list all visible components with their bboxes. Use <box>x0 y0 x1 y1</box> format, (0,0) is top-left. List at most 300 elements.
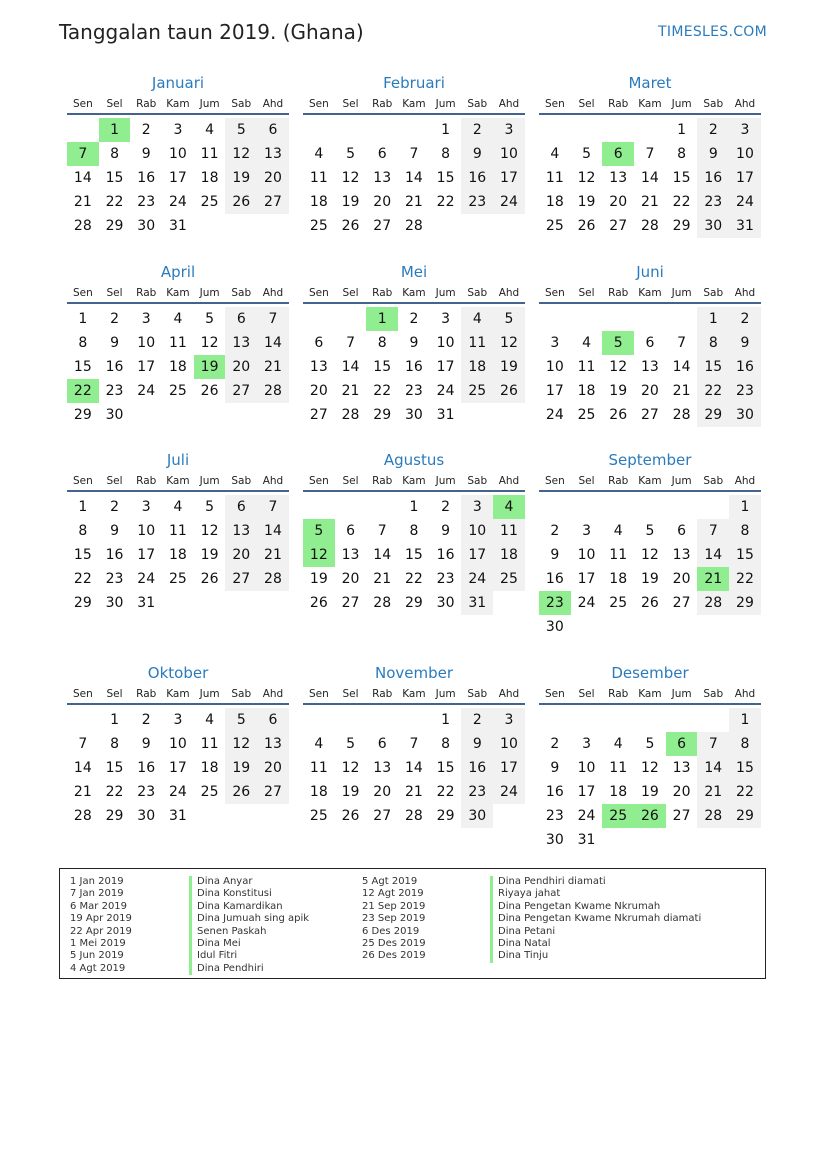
day-cell[interactable]: 18 <box>309 784 328 800</box>
day-cell[interactable]: 14 <box>672 359 691 375</box>
day-cell[interactable]: 15 <box>105 760 124 776</box>
holiday-day-cell[interactable]: 6 <box>666 732 698 756</box>
day-cell[interactable]: 23 <box>137 194 156 210</box>
day-cell[interactable]: 7 <box>78 736 88 752</box>
day-cell[interactable]: 7 <box>697 519 729 543</box>
day-cell[interactable]: 11 <box>309 760 328 776</box>
day-cell[interactable]: 19 <box>309 571 328 587</box>
day-cell[interactable]: 18 <box>309 194 328 210</box>
day-cell[interactable]: 3 <box>141 499 151 515</box>
day-cell[interactable]: 16 <box>461 756 493 780</box>
day-cell[interactable]: 8 <box>78 523 88 539</box>
day-cell[interactable]: 14 <box>373 547 392 563</box>
day-cell[interactable]: 5 <box>645 523 655 539</box>
day-cell[interactable]: 2 <box>110 311 119 327</box>
day-cell[interactable]: 12 <box>341 170 360 186</box>
day-cell[interactable]: 17 <box>493 756 525 780</box>
day-cell[interactable]: 21 <box>697 780 729 804</box>
day-cell[interactable]: 3 <box>550 335 560 351</box>
day-cell[interactable]: 11 <box>609 547 628 563</box>
day-cell[interactable]: 5 <box>225 118 257 142</box>
day-cell[interactable]: 6 <box>377 736 387 752</box>
holiday-day-cell[interactable]: 5 <box>602 331 634 355</box>
day-cell[interactable]: 17 <box>137 359 156 375</box>
day-cell[interactable]: 8 <box>441 146 451 162</box>
day-cell[interactable]: 3 <box>173 712 183 728</box>
day-cell[interactable]: 23 <box>436 571 455 587</box>
day-cell[interactable]: 1 <box>110 712 119 728</box>
day-cell[interactable]: 27 <box>672 595 691 611</box>
day-cell[interactable]: 2 <box>729 307 761 331</box>
day-cell[interactable]: 5 <box>225 708 257 732</box>
day-cell[interactable]: 23 <box>105 383 124 399</box>
day-cell[interactable]: 16 <box>697 166 729 190</box>
day-cell[interactable]: 13 <box>373 760 392 776</box>
day-cell[interactable]: 13 <box>225 331 257 355</box>
day-cell[interactable]: 27 <box>225 567 257 591</box>
day-cell[interactable]: 28 <box>257 379 289 403</box>
day-cell[interactable]: 9 <box>697 142 729 166</box>
day-cell[interactable]: 20 <box>257 166 289 190</box>
day-cell[interactable]: 26 <box>341 218 360 234</box>
day-cell[interactable]: 21 <box>341 383 360 399</box>
day-cell[interactable]: 13 <box>341 547 360 563</box>
day-cell[interactable]: 26 <box>309 595 328 611</box>
day-cell[interactable]: 7 <box>697 732 729 756</box>
day-cell[interactable]: 30 <box>545 619 564 635</box>
day-cell[interactable]: 22 <box>105 194 124 210</box>
day-cell[interactable]: 29 <box>729 804 761 828</box>
day-cell[interactable]: 10 <box>168 146 187 162</box>
day-cell[interactable]: 15 <box>73 547 92 563</box>
day-cell[interactable]: 24 <box>436 383 455 399</box>
day-cell[interactable]: 30 <box>545 832 564 848</box>
day-cell[interactable]: 9 <box>729 331 761 355</box>
day-cell[interactable]: 31 <box>436 407 455 423</box>
day-cell[interactable]: 7 <box>377 523 387 539</box>
day-cell[interactable]: 13 <box>609 170 628 186</box>
day-cell[interactable]: 8 <box>110 146 119 162</box>
day-cell[interactable]: 2 <box>409 311 419 327</box>
day-cell[interactable]: 2 <box>697 118 729 142</box>
holiday-day-cell[interactable]: 7 <box>67 142 99 166</box>
day-cell[interactable]: 11 <box>545 170 564 186</box>
day-cell[interactable]: 28 <box>73 808 92 824</box>
day-cell[interactable]: 17 <box>493 166 525 190</box>
day-cell[interactable]: 29 <box>672 218 691 234</box>
day-cell[interactable]: 20 <box>373 784 392 800</box>
day-cell[interactable]: 28 <box>672 407 691 423</box>
day-cell[interactable]: 17 <box>461 543 493 567</box>
day-cell[interactable]: 7 <box>257 307 289 331</box>
day-cell[interactable]: 6 <box>314 335 324 351</box>
holiday-day-cell[interactable]: 1 <box>366 307 398 331</box>
day-cell[interactable]: 24 <box>729 190 761 214</box>
day-cell[interactable]: 3 <box>461 495 493 519</box>
day-cell[interactable]: 19 <box>200 547 219 563</box>
day-cell[interactable]: 9 <box>461 732 493 756</box>
day-cell[interactable]: 29 <box>73 595 92 611</box>
day-cell[interactable]: 31 <box>461 591 493 615</box>
day-cell[interactable]: 12 <box>200 523 219 539</box>
day-cell[interactable]: 4 <box>205 712 215 728</box>
day-cell[interactable]: 20 <box>225 355 257 379</box>
day-cell[interactable]: 30 <box>105 595 124 611</box>
day-cell[interactable]: 30 <box>137 808 156 824</box>
day-cell[interactable]: 20 <box>225 543 257 567</box>
holiday-day-cell[interactable]: 21 <box>697 567 729 591</box>
day-cell[interactable]: 6 <box>225 307 257 331</box>
day-cell[interactable]: 30 <box>436 595 455 611</box>
day-cell[interactable]: 10 <box>729 142 761 166</box>
day-cell[interactable]: 23 <box>729 379 761 403</box>
day-cell[interactable]: 19 <box>493 355 525 379</box>
day-cell[interactable]: 15 <box>729 756 761 780</box>
day-cell[interactable]: 20 <box>309 383 328 399</box>
day-cell[interactable]: 24 <box>493 780 525 804</box>
day-cell[interactable]: 5 <box>493 307 525 331</box>
day-cell[interactable]: 1 <box>441 122 451 138</box>
day-cell[interactable]: 8 <box>729 519 761 543</box>
day-cell[interactable]: 4 <box>173 311 183 327</box>
day-cell[interactable]: 17 <box>137 547 156 563</box>
day-cell[interactable]: 28 <box>697 591 729 615</box>
day-cell[interactable]: 8 <box>110 736 119 752</box>
day-cell[interactable]: 11 <box>493 519 525 543</box>
day-cell[interactable]: 14 <box>697 543 729 567</box>
day-cell[interactable]: 27 <box>640 407 659 423</box>
day-cell[interactable]: 17 <box>545 383 564 399</box>
day-cell[interactable]: 13 <box>640 359 659 375</box>
day-cell[interactable]: 21 <box>404 784 423 800</box>
day-cell[interactable]: 12 <box>640 547 659 563</box>
day-cell[interactable]: 29 <box>105 808 124 824</box>
day-cell[interactable]: 12 <box>225 142 257 166</box>
day-cell[interactable]: 29 <box>73 407 92 423</box>
day-cell[interactable]: 13 <box>309 359 328 375</box>
day-cell[interactable]: 17 <box>436 359 455 375</box>
day-cell[interactable]: 1 <box>409 499 419 515</box>
day-cell[interactable]: 9 <box>110 523 119 539</box>
day-cell[interactable]: 17 <box>168 170 187 186</box>
day-cell[interactable]: 26 <box>225 190 257 214</box>
day-cell[interactable]: 18 <box>200 760 219 776</box>
day-cell[interactable]: 28 <box>640 218 659 234</box>
day-cell[interactable]: 31 <box>168 808 187 824</box>
day-cell[interactable]: 3 <box>493 708 525 732</box>
day-cell[interactable]: 2 <box>550 736 560 752</box>
day-cell[interactable]: 28 <box>341 407 360 423</box>
day-cell[interactable]: 5 <box>205 499 215 515</box>
day-cell[interactable]: 17 <box>577 571 596 587</box>
day-cell[interactable]: 24 <box>493 190 525 214</box>
day-cell[interactable]: 15 <box>672 170 691 186</box>
day-cell[interactable]: 15 <box>697 355 729 379</box>
day-cell[interactable]: 4 <box>461 307 493 331</box>
day-cell[interactable]: 14 <box>257 519 289 543</box>
day-cell[interactable]: 16 <box>105 547 124 563</box>
day-cell[interactable]: 18 <box>609 784 628 800</box>
day-cell[interactable]: 14 <box>73 760 92 776</box>
day-cell[interactable]: 9 <box>441 523 451 539</box>
day-cell[interactable]: 25 <box>577 407 596 423</box>
day-cell[interactable]: 13 <box>672 547 691 563</box>
holiday-day-cell[interactable]: 26 <box>634 804 666 828</box>
day-cell[interactable]: 19 <box>609 383 628 399</box>
day-cell[interactable]: 25 <box>200 784 219 800</box>
day-cell[interactable]: 26 <box>640 595 659 611</box>
day-cell[interactable]: 17 <box>577 784 596 800</box>
day-cell[interactable]: 3 <box>582 523 591 539</box>
day-cell[interactable]: 22 <box>436 784 455 800</box>
day-cell[interactable]: 12 <box>225 732 257 756</box>
day-cell[interactable]: 15 <box>729 543 761 567</box>
day-cell[interactable]: 12 <box>640 760 659 776</box>
day-cell[interactable]: 21 <box>640 194 659 210</box>
day-cell[interactable]: 26 <box>200 571 219 587</box>
day-cell[interactable]: 12 <box>200 335 219 351</box>
day-cell[interactable]: 14 <box>640 170 659 186</box>
day-cell[interactable]: 16 <box>404 359 423 375</box>
day-cell[interactable]: 22 <box>672 194 691 210</box>
day-cell[interactable]: 15 <box>436 760 455 776</box>
day-cell[interactable]: 8 <box>377 335 387 351</box>
day-cell[interactable]: 24 <box>168 194 187 210</box>
day-cell[interactable]: 23 <box>545 808 564 824</box>
day-cell[interactable]: 25 <box>309 218 328 234</box>
day-cell[interactable]: 11 <box>609 760 628 776</box>
day-cell[interactable]: 30 <box>461 804 493 828</box>
day-cell[interactable]: 21 <box>672 383 691 399</box>
day-cell[interactable]: 23 <box>461 190 493 214</box>
day-cell[interactable]: 30 <box>697 214 729 238</box>
day-cell[interactable]: 6 <box>225 495 257 519</box>
day-cell[interactable]: 5 <box>205 311 215 327</box>
day-cell[interactable]: 24 <box>545 407 564 423</box>
day-cell[interactable]: 25 <box>545 218 564 234</box>
day-cell[interactable]: 12 <box>493 331 525 355</box>
day-cell[interactable]: 2 <box>441 499 451 515</box>
day-cell[interactable]: 8 <box>729 732 761 756</box>
day-cell[interactable]: 20 <box>640 383 659 399</box>
day-cell[interactable]: 30 <box>729 403 761 427</box>
day-cell[interactable]: 10 <box>577 760 596 776</box>
day-cell[interactable]: 28 <box>697 804 729 828</box>
day-cell[interactable]: 13 <box>257 732 289 756</box>
day-cell[interactable]: 15 <box>404 547 423 563</box>
day-cell[interactable]: 10 <box>493 732 525 756</box>
day-cell[interactable]: 29 <box>697 403 729 427</box>
holiday-day-cell[interactable]: 19 <box>194 355 226 379</box>
day-cell[interactable]: 4 <box>205 122 215 138</box>
day-cell[interactable]: 17 <box>168 760 187 776</box>
day-cell[interactable]: 21 <box>73 784 92 800</box>
day-cell[interactable]: 14 <box>404 170 423 186</box>
day-cell[interactable]: 4 <box>173 499 183 515</box>
day-cell[interactable]: 3 <box>729 118 761 142</box>
day-cell[interactable]: 5 <box>582 146 591 162</box>
day-cell[interactable]: 14 <box>697 756 729 780</box>
day-cell[interactable]: 6 <box>677 523 687 539</box>
day-cell[interactable]: 3 <box>441 311 451 327</box>
day-cell[interactable]: 19 <box>225 166 257 190</box>
day-cell[interactable]: 22 <box>105 784 124 800</box>
day-cell[interactable]: 20 <box>257 756 289 780</box>
day-cell[interactable]: 29 <box>729 591 761 615</box>
day-cell[interactable]: 25 <box>168 383 187 399</box>
day-cell[interactable]: 22 <box>436 194 455 210</box>
day-cell[interactable]: 4 <box>613 523 623 539</box>
day-cell[interactable]: 6 <box>346 523 355 539</box>
holiday-day-cell[interactable]: 1 <box>99 118 131 142</box>
day-cell[interactable]: 27 <box>309 407 328 423</box>
day-cell[interactable]: 10 <box>577 547 596 563</box>
day-cell[interactable]: 1 <box>78 499 88 515</box>
day-cell[interactable]: 4 <box>613 736 623 752</box>
day-cell[interactable]: 20 <box>672 784 691 800</box>
day-cell[interactable]: 4 <box>314 736 324 752</box>
day-cell[interactable]: 31 <box>168 218 187 234</box>
day-cell[interactable]: 16 <box>729 355 761 379</box>
day-cell[interactable]: 3 <box>582 736 591 752</box>
holiday-day-cell[interactable]: 25 <box>602 804 634 828</box>
day-cell[interactable]: 4 <box>582 335 591 351</box>
day-cell[interactable]: 27 <box>341 595 360 611</box>
day-cell[interactable]: 20 <box>609 194 628 210</box>
day-cell[interactable]: 21 <box>404 194 423 210</box>
day-cell[interactable]: 31 <box>729 214 761 238</box>
day-cell[interactable]: 10 <box>137 523 156 539</box>
day-cell[interactable]: 13 <box>373 170 392 186</box>
day-cell[interactable]: 11 <box>309 170 328 186</box>
day-cell[interactable]: 8 <box>441 736 451 752</box>
day-cell[interactable]: 28 <box>73 218 92 234</box>
holiday-day-cell[interactable]: 23 <box>539 591 571 615</box>
day-cell[interactable]: 10 <box>436 335 455 351</box>
day-cell[interactable]: 7 <box>677 335 687 351</box>
day-cell[interactable]: 22 <box>73 571 92 587</box>
day-cell[interactable]: 9 <box>550 760 560 776</box>
day-cell[interactable]: 16 <box>137 170 156 186</box>
holiday-day-cell[interactable]: 12 <box>303 543 335 567</box>
day-cell[interactable]: 12 <box>609 359 628 375</box>
day-cell[interactable]: 30 <box>404 407 423 423</box>
day-cell[interactable]: 27 <box>373 808 392 824</box>
day-cell[interactable]: 24 <box>137 571 156 587</box>
day-cell[interactable]: 10 <box>137 335 156 351</box>
day-cell[interactable]: 15 <box>373 359 392 375</box>
day-cell[interactable]: 21 <box>257 543 289 567</box>
day-cell[interactable]: 18 <box>577 383 596 399</box>
day-cell[interactable]: 18 <box>168 359 187 375</box>
day-cell[interactable]: 18 <box>461 355 493 379</box>
day-cell[interactable]: 15 <box>436 170 455 186</box>
day-cell[interactable]: 16 <box>461 166 493 190</box>
day-cell[interactable]: 5 <box>645 736 655 752</box>
day-cell[interactable]: 19 <box>640 571 659 587</box>
day-cell[interactable]: 26 <box>493 379 525 403</box>
day-cell[interactable]: 23 <box>697 190 729 214</box>
day-cell[interactable]: 25 <box>461 379 493 403</box>
day-cell[interactable]: 9 <box>409 335 419 351</box>
day-cell[interactable]: 21 <box>257 355 289 379</box>
day-cell[interactable]: 27 <box>225 379 257 403</box>
day-cell[interactable]: 7 <box>409 146 419 162</box>
day-cell[interactable]: 14 <box>257 331 289 355</box>
day-cell[interactable]: 2 <box>141 712 151 728</box>
day-cell[interactable]: 1 <box>441 712 451 728</box>
day-cell[interactable]: 2 <box>550 523 560 539</box>
day-cell[interactable]: 26 <box>609 407 628 423</box>
day-cell[interactable]: 12 <box>341 760 360 776</box>
day-cell[interactable]: 10 <box>461 519 493 543</box>
day-cell[interactable]: 29 <box>436 808 455 824</box>
day-cell[interactable]: 22 <box>404 571 423 587</box>
day-cell[interactable]: 1 <box>729 495 761 519</box>
day-cell[interactable]: 18 <box>545 194 564 210</box>
day-cell[interactable]: 18 <box>168 547 187 563</box>
day-cell[interactable]: 21 <box>73 194 92 210</box>
day-cell[interactable]: 9 <box>110 335 119 351</box>
day-cell[interactable]: 23 <box>137 784 156 800</box>
day-cell[interactable]: 3 <box>493 118 525 142</box>
day-cell[interactable]: 22 <box>729 567 761 591</box>
day-cell[interactable]: 1 <box>677 122 687 138</box>
day-cell[interactable]: 30 <box>137 218 156 234</box>
day-cell[interactable]: 11 <box>168 523 187 539</box>
day-cell[interactable]: 8 <box>677 146 687 162</box>
day-cell[interactable]: 20 <box>341 571 360 587</box>
day-cell[interactable]: 11 <box>200 146 219 162</box>
day-cell[interactable]: 1 <box>78 311 88 327</box>
day-cell[interactable]: 6 <box>257 118 289 142</box>
day-cell[interactable]: 25 <box>609 595 628 611</box>
day-cell[interactable]: 24 <box>461 567 493 591</box>
day-cell[interactable]: 1 <box>697 307 729 331</box>
day-cell[interactable]: 26 <box>200 383 219 399</box>
day-cell[interactable]: 25 <box>493 567 525 591</box>
day-cell[interactable]: 19 <box>640 784 659 800</box>
day-cell[interactable]: 17 <box>729 166 761 190</box>
day-cell[interactable]: 13 <box>225 519 257 543</box>
day-cell[interactable]: 10 <box>493 142 525 166</box>
day-cell[interactable]: 14 <box>341 359 360 375</box>
day-cell[interactable]: 8 <box>78 335 88 351</box>
day-cell[interactable]: 23 <box>404 383 423 399</box>
day-cell[interactable]: 16 <box>545 784 564 800</box>
day-cell[interactable]: 22 <box>729 780 761 804</box>
day-cell[interactable]: 28 <box>404 808 423 824</box>
day-cell[interactable]: 25 <box>309 808 328 824</box>
day-cell[interactable]: 18 <box>493 543 525 567</box>
day-cell[interactable]: 23 <box>461 780 493 804</box>
day-cell[interactable]: 3 <box>173 122 183 138</box>
day-cell[interactable]: 16 <box>545 571 564 587</box>
day-cell[interactable]: 8 <box>409 523 419 539</box>
day-cell[interactable]: 19 <box>225 756 257 780</box>
day-cell[interactable]: 15 <box>73 359 92 375</box>
day-cell[interactable]: 31 <box>137 595 156 611</box>
holiday-day-cell[interactable]: 5 <box>303 519 335 543</box>
day-cell[interactable]: 28 <box>257 567 289 591</box>
day-cell[interactable]: 7 <box>409 736 419 752</box>
day-cell[interactable]: 24 <box>577 808 596 824</box>
day-cell[interactable]: 19 <box>341 784 360 800</box>
day-cell[interactable]: 10 <box>168 736 187 752</box>
day-cell[interactable]: 19 <box>341 194 360 210</box>
day-cell[interactable]: 24 <box>137 383 156 399</box>
day-cell[interactable]: 10 <box>545 359 564 375</box>
